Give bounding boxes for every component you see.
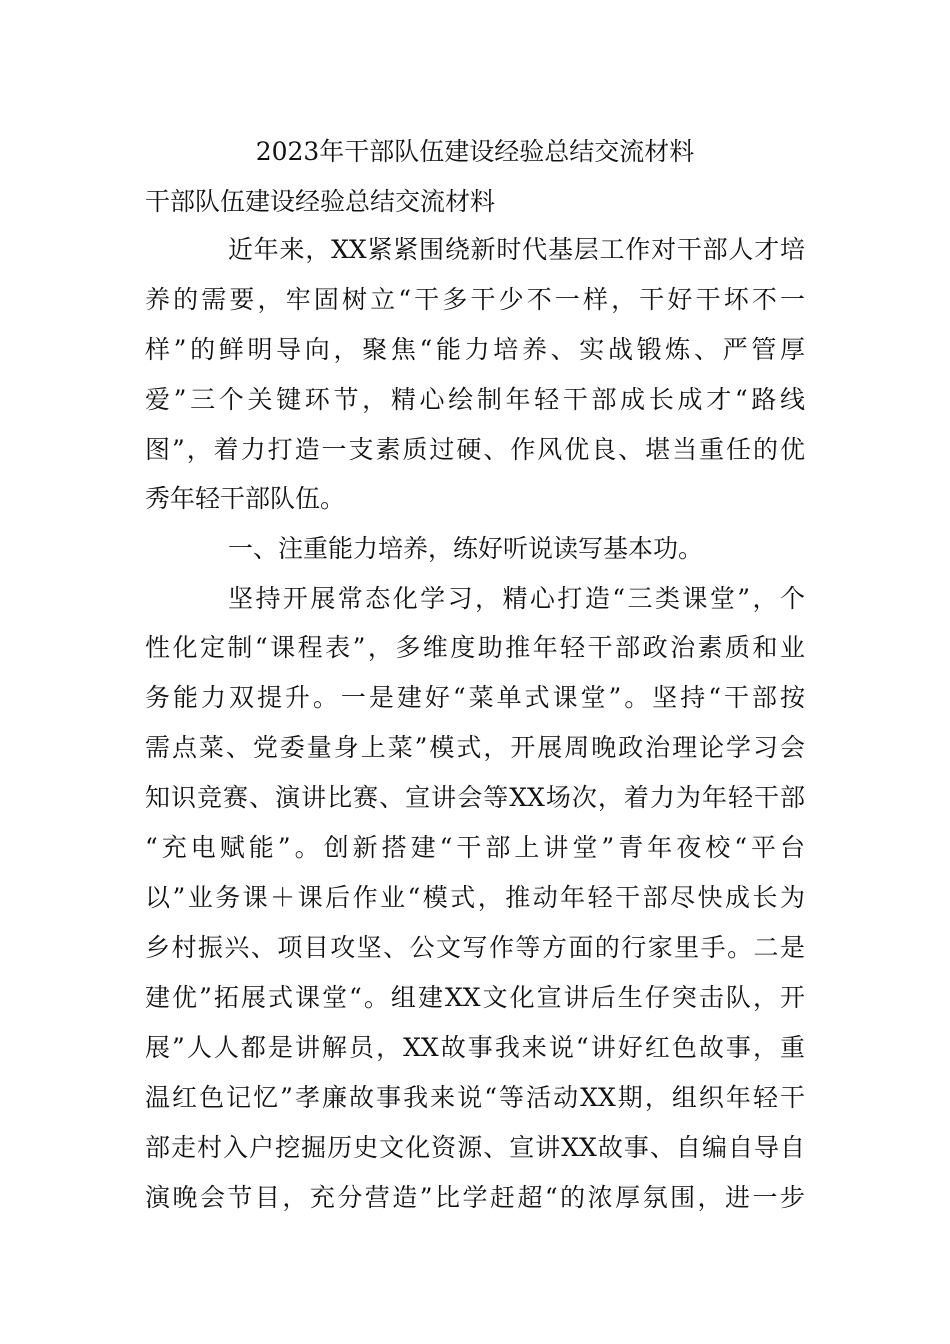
paragraph-line: 近年来，XX紧紧围绕新时代基层工作对干部人才培 <box>228 235 805 264</box>
paragraph-line: 爱”三个关键环节，精心绘制年轻干部成长成才“路线 <box>145 385 805 414</box>
paragraph-line: 展”人人都是讲解员，XX故事我来说“讲好红色故事，重 <box>145 1033 805 1062</box>
section-heading: 一、注重能力培养，练好听说读写基本功。 <box>228 534 704 563</box>
paragraph-line: 务能力双提升。一是建好“菜单式课堂”。坚持“干部按 <box>145 683 805 712</box>
paragraph-line: 温红色记忆”孝廉故事我来说“等活动XX期，组织年轻干 <box>145 1083 805 1112</box>
paragraph-line: 知识竞赛、演讲比赛、宣讲会等XX场次，着力为年轻干部 <box>145 783 805 812</box>
document-subtitle: 干部队伍建设经验总结交流材料 <box>145 187 496 216</box>
paragraph-line: 乡村振兴、项目攻坚、公文写作等方面的行家里手。二是 <box>145 933 805 962</box>
paragraph-line: “充电赋能”。创新搭建“干部上讲堂”青年夜校“平台 <box>145 833 805 862</box>
paragraph-line: 部走村入户挖掘历史文化资源、宣讲XX故事、自编自导自 <box>145 1133 805 1162</box>
paragraph-line: 需点菜、党委量身上菜”模式，开展周晚政治理论学习会 <box>145 733 805 762</box>
paragraph-line: 图”，着力打造一支素质过硬、作风优良、堪当重任的优 <box>145 435 805 464</box>
paragraph-line: 样”的鲜明导向，聚焦“能力培养、实战锻炼、严管厚 <box>145 335 805 364</box>
paragraph-line: 演晚会节目，充分营造”比学赶超“的浓厚氛围，进一步 <box>145 1183 805 1212</box>
paragraph-line: 秀年轻干部队伍。 <box>145 484 346 513</box>
paragraph-line: 坚持开展常态化学习，精心打造“三类课堂”，个 <box>228 584 805 613</box>
paragraph-line: 以”业务课＋课后作业“模式，推动年轻干部尽快成长为 <box>145 883 805 912</box>
paragraph-line: 建优”拓展式课堂“。组建XX文化宣讲后生仔突击队，开 <box>145 983 805 1012</box>
paragraph-line: 性化定制“课程表”，多维度助推年轻干部政治素质和业 <box>145 633 805 662</box>
paragraph-line: 养的需要，牢固树立“干多干少不一样，干好干坏不一 <box>145 285 805 314</box>
document-title: 2023年干部队伍建设经验总结交流材料 <box>255 137 695 166</box>
